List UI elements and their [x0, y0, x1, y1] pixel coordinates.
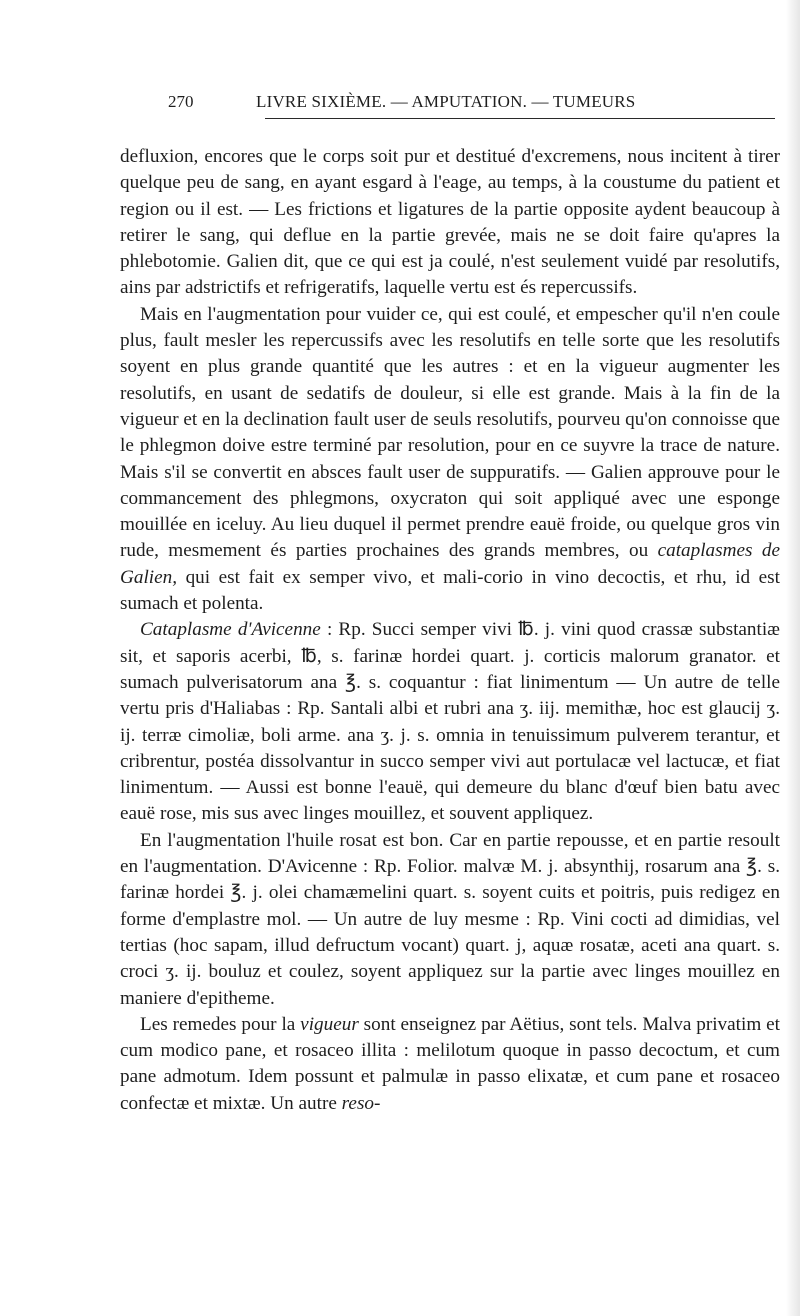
page-edge-shadow — [786, 0, 800, 1316]
paragraph-2 — [120, 302, 780, 618]
paragraph-5 — [120, 1012, 780, 1117]
paragraph-5-tail: sont enseignez par Aëtius, sont tels. Malva privatim et cum modico pane, et rosaceo illita : melilotum quoque in passo decoctum, et cum pane admotum. Idem possunt et palmulæ in passo elixatæ, et cum pane et rosaceo confectæ et mixtæ. Un autre — [120, 1013, 780, 1114]
italic-vigueur: vigueur — [300, 1013, 359, 1035]
paragraph-2-tail: qui est fait ex semper vivo, et mali-corio in vino decoctis, et rhu, id est sumach et polenta. — [120, 566, 780, 615]
paragraph-1: defluxion, encores que le corps soit pur et destitué d'excremens, nous incitent à tirer quelque peu de sang, en ayant esgard à l'eage, au temps, à la coustume du patient et region ou il est. — Les frictions et ligatures de la partie opposite aydent beaucoup à retirer le sang, qui deflue en la partie grevée, mais ne se doit faire qu'apres la phlebotomie. Galien dit, que ce qui est ja coulé, n'est seulement vuidé par resolutifs, ains par adstrictifs et refrigeratifs, laquelle vertu est és repercussifs. — [120, 146, 780, 299]
paragraph-5-text: Les remedes pour la — [140, 1013, 301, 1035]
page-number: 270 — [168, 92, 194, 111]
heading-cataplasme-avicenne: Cataplasme d'Avicenne — [140, 619, 321, 641]
running-title: LIVRE SIXIÈME. — AMPUTATION. — TUMEURS — [256, 92, 636, 111]
italic-reso: reso- — [341, 1092, 381, 1114]
body-text — [120, 144, 780, 1117]
header-rule — [265, 118, 775, 119]
paragraph-4: En l'augmentation l'huile rosat est bon. Car en partie repousse, et en partie resoult en l'augmentation. D'Avicenne : Rp. Folior. malvæ M. j. absynthij, rosarum ana ℥. s. farinæ hordei ℥. j. olei chamæmelini quart. s. soyent cuits et poitris, puis redigez en forme d'emplastre mol. — Un autre de luy mesme : Rp. Vini cocti ad dimidias, vel tertias (hoc sapam, illud defructum vocant) quart. j, aquæ rosatæ, aceti ana quart. s. croci ʒ. ij. bouluz et coulez, soyent appliquez sur la partie avec linges mouillez en maniere d'epitheme. — [120, 829, 780, 1009]
italic-cataplasmes: cataplasmes de Galien, — [120, 540, 780, 588]
page-header — [112, 92, 752, 118]
paragraph-3-text: : Rp. Succi semper vivi ℔. j. vini quod crassæ substantiæ sit, et saporis acerbi, ℔, s. farinæ hordei quart. j. corticis malorum granator. et sumach pulverisatorum ana ℥. s. coquantur : fiat linimentum — Un autre de telle vertu pris d'Haliabas : Rp. Santali albi et rubri ana ʒ. iij. memithæ, hoc est glaucij ʒ. ij. terræ cimoliæ, boli arme. ana ʒ. j. s. omnia in tenuissimum pulverem terantur, et cribrentur, postéa dissolvantur in succo semper vivi aut portulacæ vel lactucæ, et fiat linimentum. — Aussi est bonne l'eauë, qui demeure du blanc d'œuf bien batu avec eauë rose, mis sus avec linges mouillez, et souvent appliquez. — [120, 619, 780, 825]
paragraph-3 — [120, 617, 780, 827]
paragraph-2-text: Mais en l'augmentation pour vuider ce, qui est coulé, et empescher qu'il n'en coule plus, fault mesler les repercussifs avec les resolutifs en telle sorte que les resolutifs soyent en plus grande quantité que les autres : et en la vigueur augmenter les resolutifs, en usant de sedatifs de douleur, si elle est grande. Mais à la fin de la vigueur et en la declination fault user de seuls resolutifs, pourveu qu'on connoisse que le phlegmon doive estre terminé par resolution, pour en ce suyvre la trace de nature. Mais s'il se convertit en absces fault user de suppuratifs. — Galien approuve pour le commancement des phlegmons, oxycraton qui soit appliqué avec une esponge mouillée en iceluy. Au lieu duquel il permet prendre eauë froide, ou quelque gros vin rude, mesmement és parties prochaines des grands membres, ou — [120, 303, 780, 562]
